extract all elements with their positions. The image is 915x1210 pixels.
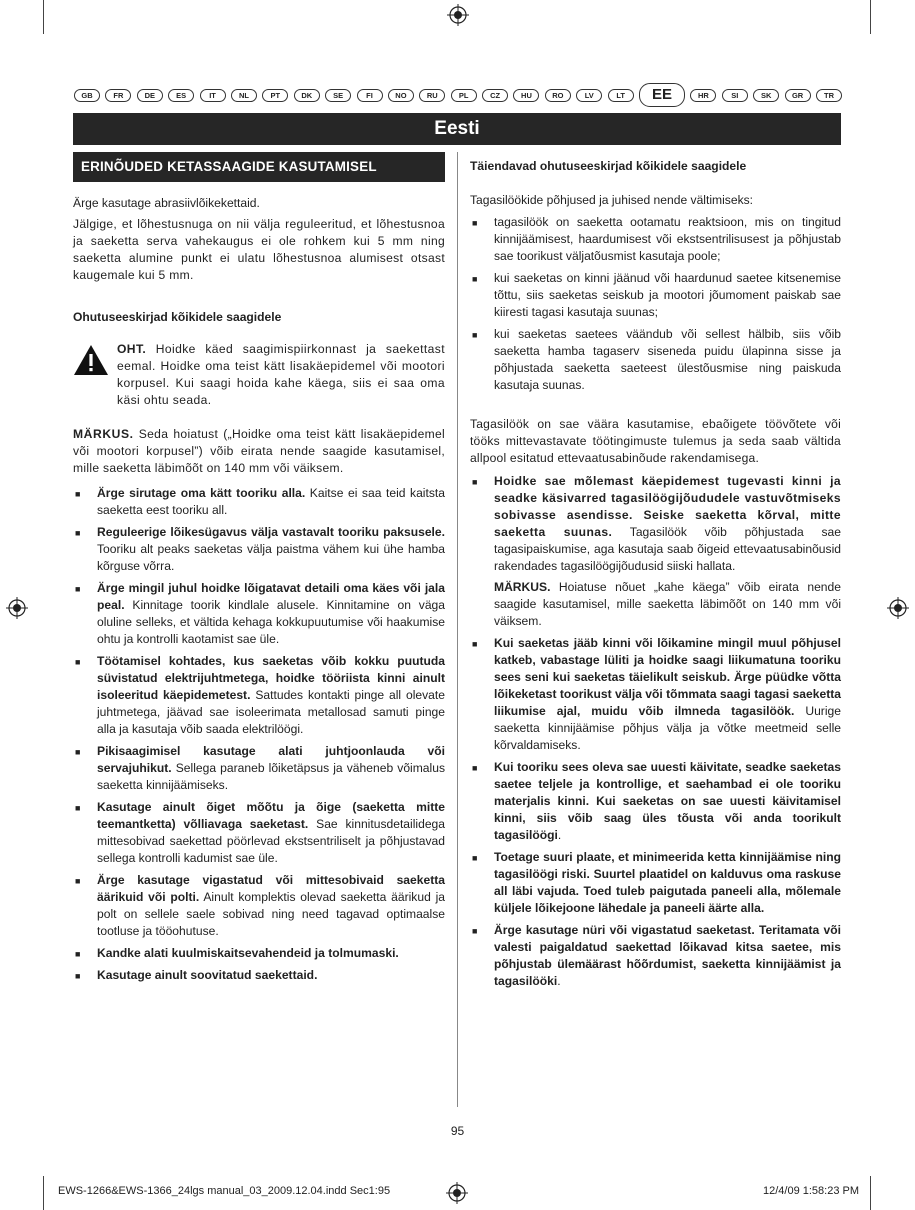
- footer-file-info: EWS-1266&EWS-1366_24lgs manual_03_2009.12.04.indd Sec1:95: [58, 1185, 391, 1197]
- column-divider: [457, 152, 458, 1107]
- warning-label: OHT.: [117, 342, 147, 356]
- language-badge-de: DE: [137, 89, 163, 102]
- registration-mark-icon: [447, 4, 469, 26]
- language-badge-pl: PL: [451, 89, 477, 102]
- language-badge-fr: FR: [105, 89, 131, 102]
- language-badge-gr: GR: [785, 89, 811, 102]
- paragraph: Tagasilöök on sae väära kasutamise, ebaõigete töövõtete või tööks mittevastavate töötingimuste tulemus ja seda saab vältida allpool esitatud ettevaatusabinõude rakendamisega.: [470, 417, 841, 465]
- registration-mark-icon: [887, 597, 909, 619]
- list-item: ■ Ärge sirutage oma kätt tooriku alla. Kaitse ei saa teid kaitsta saeketta eest tooriku all.: [75, 486, 445, 517]
- note: MÄRKUS. Hoiatuse nõuet „kahe käega” võib eirata nende saagide kasutamisel, mille saeketta läbimõõt on 140 mm või väiksem.: [494, 580, 841, 628]
- warning-text: OHT. Hoidke käed saagimispiirkonnast ja saekettast eemal. Hoidke oma teist kätt lisakäepidemel või mootori korpusel. Kui saagi hoida kahe käega, siis ei saa oma käsi ohtu seada.: [117, 342, 445, 407]
- language-badge-dk: DK: [294, 89, 320, 102]
- list-item: ■ Kui tooriku sees oleva sae uuesti käivitate, seadke saeketas saetee teljele ja kontrollige, et saehambad ei ole tooriku materjalis kinni. Kui saeketas on sae uuesti käivitamisel kinni, siis võib saag üles tõusta või anda toorikult tagasilöögi.: [472, 760, 841, 842]
- bullet-list: [73, 485, 445, 984]
- paragraph: Tagasilöökide põhjused ja juhised nende vältimiseks:: [470, 193, 754, 207]
- warning-block: [73, 341, 445, 409]
- note-label: MÄRKUS.: [73, 427, 134, 441]
- list-item: ■ Pikisaagimisel kasutage alati juhtjoonlauda või servajuhikut. Sellega paraneb lõiketäpsus ja väheneb võimalus saeketta kinnijäämiseks.: [75, 744, 445, 792]
- list-item: ■ tagasilöök on saeketta ootamatu reaktsioon, mis on tingitud kinnijäämisest, haardumisest või ekstsentrilisusest ja põhjustab sae toorikust väljatõusmist kasutaja poole;: [472, 215, 841, 263]
- list-item: ■ Ärge kasutage nüri või vigastatud saeketast. Teritamata või valesti paigaldatud saekettad lõikavad kitsa saetee, mis põhjustab ülemäärast hõõrdumist, saeketta kinnijäämist ja tagasilööki.: [472, 923, 841, 988]
- footer-timestamp: 12/4/09 1:58:23 PM: [762, 1185, 859, 1197]
- list-item: ■ Hoidke sae mõlemast käepidemest tugevasti kinni ja seadke käsivarred tagasilöögijõududele vastuvõtmiseks sobivasse asendisse. Seiske saeketta kõrval, mitte saeketta suunas. Tagasilöök võib põhjustada sae tagasipaiskumise, aga kasutaja saab õigeid ettevaatusabinõusid rakendades tagasilöögijõudusid siiski hallata. MÄRKUS. Hoiatuse nõuet „kahe käega” võib eirata nende saagide kasutamisel, mille saeketta läbimõõt on 140 mm või väiksem.: [472, 474, 841, 628]
- list-item: ■ Reguleerige lõikesügavus välja vastavalt tooriku paksusele. Tooriku alt peaks saeketas välja paistma vähem kui ühe hamba kõrguse võrra.: [75, 525, 445, 573]
- crop-mark: [870, 0, 871, 34]
- right-column: [470, 152, 841, 995]
- paragraph: Ärge kasutage abrasiivlõikekettaid.: [73, 196, 260, 210]
- paragraph: Jälgige, et lõhestusnuga on nii välja reguleeritud, et lõhestusnoa ja saeketta serva vahekaugus ei ole rohkem kui 5 mm ning saeketta alumine punkt ei ulatu lõhestusnoa alumisest otsast kaugemale kui 5 mm.: [73, 217, 445, 282]
- language-badge-fi: FI: [357, 89, 383, 102]
- page-title: Eesti: [73, 113, 841, 145]
- language-badge-se: SE: [325, 89, 351, 102]
- registration-mark-icon: [446, 1182, 468, 1204]
- list-item: ■ kui saeketas on kinni jäänud või haardunud saetee kitsenemise tõttu, siis saeketas seiskub ja mootori jõumoment paiskab sae kiiresti tagasi kasutaja suunas;: [472, 271, 841, 319]
- subheading: Ohutuseeskirjad kõikidele saagidele: [73, 310, 282, 324]
- list-item: ■ Kui saeketas jääb kinni või lõikamine mingil muul põhjusel katkeb, vabastage lüliti ja hoidke saagi liikumatuna tooriku sees seni kui saeketas täielikult seiskub. Ärge püüdke võtta lõikeketast toorikust välja või tõmmata saagi tagasi saeketta liikumise ajal, muidu võib ilmneda tagasilöök. Uurige saeketta kinnijäämise põhjus välja ja võtke meetmeid selle kõrvaldamiseks.: [472, 636, 841, 752]
- note: MÄRKUS. Seda hoiatust („Hoidke oma teist kätt lisakäepidemel või mootori korpusel”) võib eirata nende saagide kasutamisel, mille saeketta läbimõõt on 140 mm või väiksem.: [73, 427, 445, 475]
- list-item: ■ Kandke alati kuulmiskaitsevahendeid ja tolmumaski.: [75, 946, 399, 960]
- language-selector: [74, 85, 842, 105]
- registration-mark-icon: [6, 597, 28, 619]
- language-badge-ro: RO: [545, 89, 571, 102]
- crop-mark: [43, 0, 44, 34]
- bullet-list: [470, 214, 841, 394]
- language-badge-si: SI: [722, 89, 748, 102]
- page-number: 95: [450, 1124, 465, 1138]
- bullet-list: [470, 473, 841, 990]
- language-badge-sk: SK: [753, 89, 779, 102]
- language-badge-hr: HR: [690, 89, 716, 102]
- list-item: ■ kui saeketas saetees väändub või sellest hälbib, siis võib saeketta hamba tagaserv siseneda puidu ülapinna sisse ja põhjustada saeketta saeteest ülestõusmise ning paiskuda kasutaja suunas.: [472, 327, 841, 392]
- list-item: ■ Kasutage ainult soovitatud saekettaid.: [75, 968, 318, 982]
- language-badge-cz: CZ: [482, 89, 508, 102]
- left-column: [73, 152, 445, 989]
- list-item: ■ Kasutage ainult õiget mõõtu ja õige (saeketta mitte teemantketta) võlliavaga saeketast. Sae kinnitusdetailidega mittesobivad saekettad pöörlevad ekstsentriliselt ja põhjustavad sellega kontrolli kadumist sae üle.: [75, 800, 445, 865]
- language-badge-hu: HU: [513, 89, 539, 102]
- language-badge-gb: GB: [74, 89, 100, 102]
- list-item: ■ Toetage suuri plaate, et minimeerida ketta kinnijäämise ning tagasilöögi riski. Suurtel plaatidel on kalduvus oma raskuse all läbi vajuda. Toed tuleb paigutada paneeli alla, mõlemale küljele lõikejoone lähedale ja paneeli äärte alla.: [472, 850, 841, 915]
- language-badge-lv: LV: [576, 89, 602, 102]
- language-badge-es: ES: [168, 89, 194, 102]
- language-badge-pt: PT: [262, 89, 288, 102]
- list-item: ■ Ärge kasutage vigastatud või mittesobivaid saeketta äärikuid või polti. Ainult komplektis olevad saeketta äärikud ja polt on sellele saele sobivad ning need tagavad optimaalse tootluse ja tööohutuse.: [75, 873, 445, 938]
- language-badge-ee: EE: [639, 83, 685, 107]
- list-item: ■ Töötamisel kohtades, kus saeketas võib kokku puutuda süvistatud elektrijuhtmetega, hoidke tööriista kinni ainult isoleeritud käepidemetest. Sattudes kontakti pinge all olevate juhtmetega, jäävad sae isoleerimata metallosad samuti pinge alla ja kasutaja võib saada elektrilöögi.: [75, 654, 445, 736]
- language-badge-lt: LT: [608, 89, 634, 102]
- list-item: ■ Ärge mingil juhul hoidke lõigatavat detaili oma käes või jala peal. Kinnitage toorik kindlale alusele. Kinnitamine on väga oluline selleks, et vältida kehaga kokkupuutumise või haakumise ohtu ja kontrolli kaotamist sae üle.: [75, 581, 445, 646]
- warning-triangle-icon: [73, 341, 117, 409]
- section-heading: ERINÕUDED KETASSAAGIDE KASUTAMISEL: [73, 152, 445, 182]
- crop-mark: [43, 1176, 44, 1210]
- language-badge-tr: TR: [816, 89, 842, 102]
- language-badge-ru: RU: [419, 89, 445, 102]
- language-badge-no: NO: [388, 89, 414, 102]
- subheading: Täiendavad ohutuseeskirjad kõikidele saagidele: [470, 159, 747, 173]
- language-badge-nl: NL: [231, 89, 257, 102]
- crop-mark: [870, 1176, 871, 1210]
- language-badge-it: IT: [200, 89, 226, 102]
